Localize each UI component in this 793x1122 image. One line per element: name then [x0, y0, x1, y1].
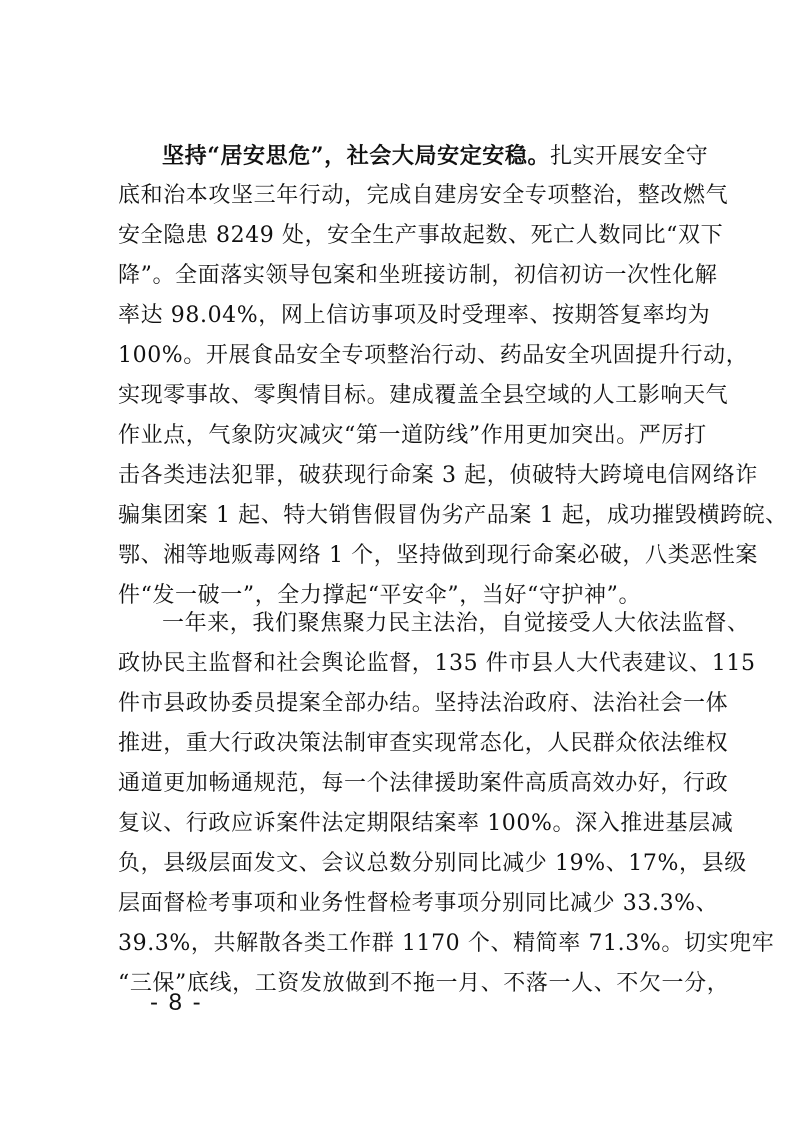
paragraph-rule-of-law: [118, 604, 775, 1004]
paragraph-line: 率达 98.04%，网上信访事项及时受理率、按期答复率均为: [118, 303, 711, 328]
paragraph-line-text: 扎实开展安全守: [550, 144, 709, 169]
paragraph-line: 作业点，气象防灾减灾“第一道防线”作用更加突出。严厉打: [118, 423, 707, 448]
paragraph-lead-heading: 坚持“居安思危”，社会大局安定安稳。: [162, 143, 551, 169]
paragraph-line: 负，县级层面发文、会议总数分别同比减少 19%、17%，县级: [118, 851, 747, 876]
paragraph-line: 降”。全面落实领导包案和坐班接访制，初信初访一次性化解: [118, 263, 718, 288]
paragraph-line: 件市县政协委员提案全部办结。坚持法治政府、法治社会一体: [118, 691, 729, 716]
paragraph-line: 政协民主监督和社会舆论监督，135 件市县人大代表建议、115: [118, 651, 756, 676]
paragraph-line: “三保”底线，工资发放做到不拖一月、不落一人、不欠一分，: [118, 971, 730, 996]
paragraph-line: 推进，重大行政决策法制审查实现常态化，人民群众依法维权: [118, 731, 729, 756]
paragraph-line: [118, 136, 709, 176]
paragraph-line: 鄂、湘等地贩毒网络 1 个，坚持做到现行命案必破，八类恶性案: [118, 543, 758, 568]
paragraph-line: 层面督检考事项和业务性督检考事项分别同比减少 33.3%、: [118, 891, 719, 916]
paragraph-line: 骗集团案 1 起、特大销售假冒伪劣产品案 1 起，成功摧毁横跨皖、: [118, 503, 788, 528]
paragraph-line: 39.3%，共解散各类工作群 1170 个、精简率 71.3%。切实兜牢: [118, 931, 775, 956]
paragraph-line: 安全隐患 8249 处，安全生产事故起数、死亡人数同比“双下: [118, 223, 724, 248]
paragraph-line: 100%。开展食品安全专项整治行动、药品安全巩固提升行动，: [118, 343, 749, 368]
paragraph-line: 底和治本攻坚三年行动，完成自建房安全专项整治，整改燃气: [118, 183, 729, 208]
paragraph-public-safety: [118, 136, 788, 616]
paragraph-line: 击各类违法犯罪，破获现行命案 3 起，侦破特大跨境电信网络诈: [118, 463, 758, 488]
paragraph-line: 复议、行政应诉案件法定期限结案率 100%。深入推进基层减: [118, 811, 734, 836]
paragraph-line: 通道更加畅通规范，每一个法律援助案件高质高效办好，行政: [118, 771, 729, 796]
paragraph-line: 件“发一破一”，全力撑起“平安伞”，当好“守护神”。: [118, 583, 642, 608]
paragraph-line: 一年来，我们聚焦聚力民主法治，自觉接受人大依法监督、: [162, 611, 750, 636]
paragraph-line: 实现零事故、零舆情目标。建成覆盖全县空域的人工影响天气: [118, 383, 729, 408]
page-number: - 8 -: [150, 989, 203, 1016]
